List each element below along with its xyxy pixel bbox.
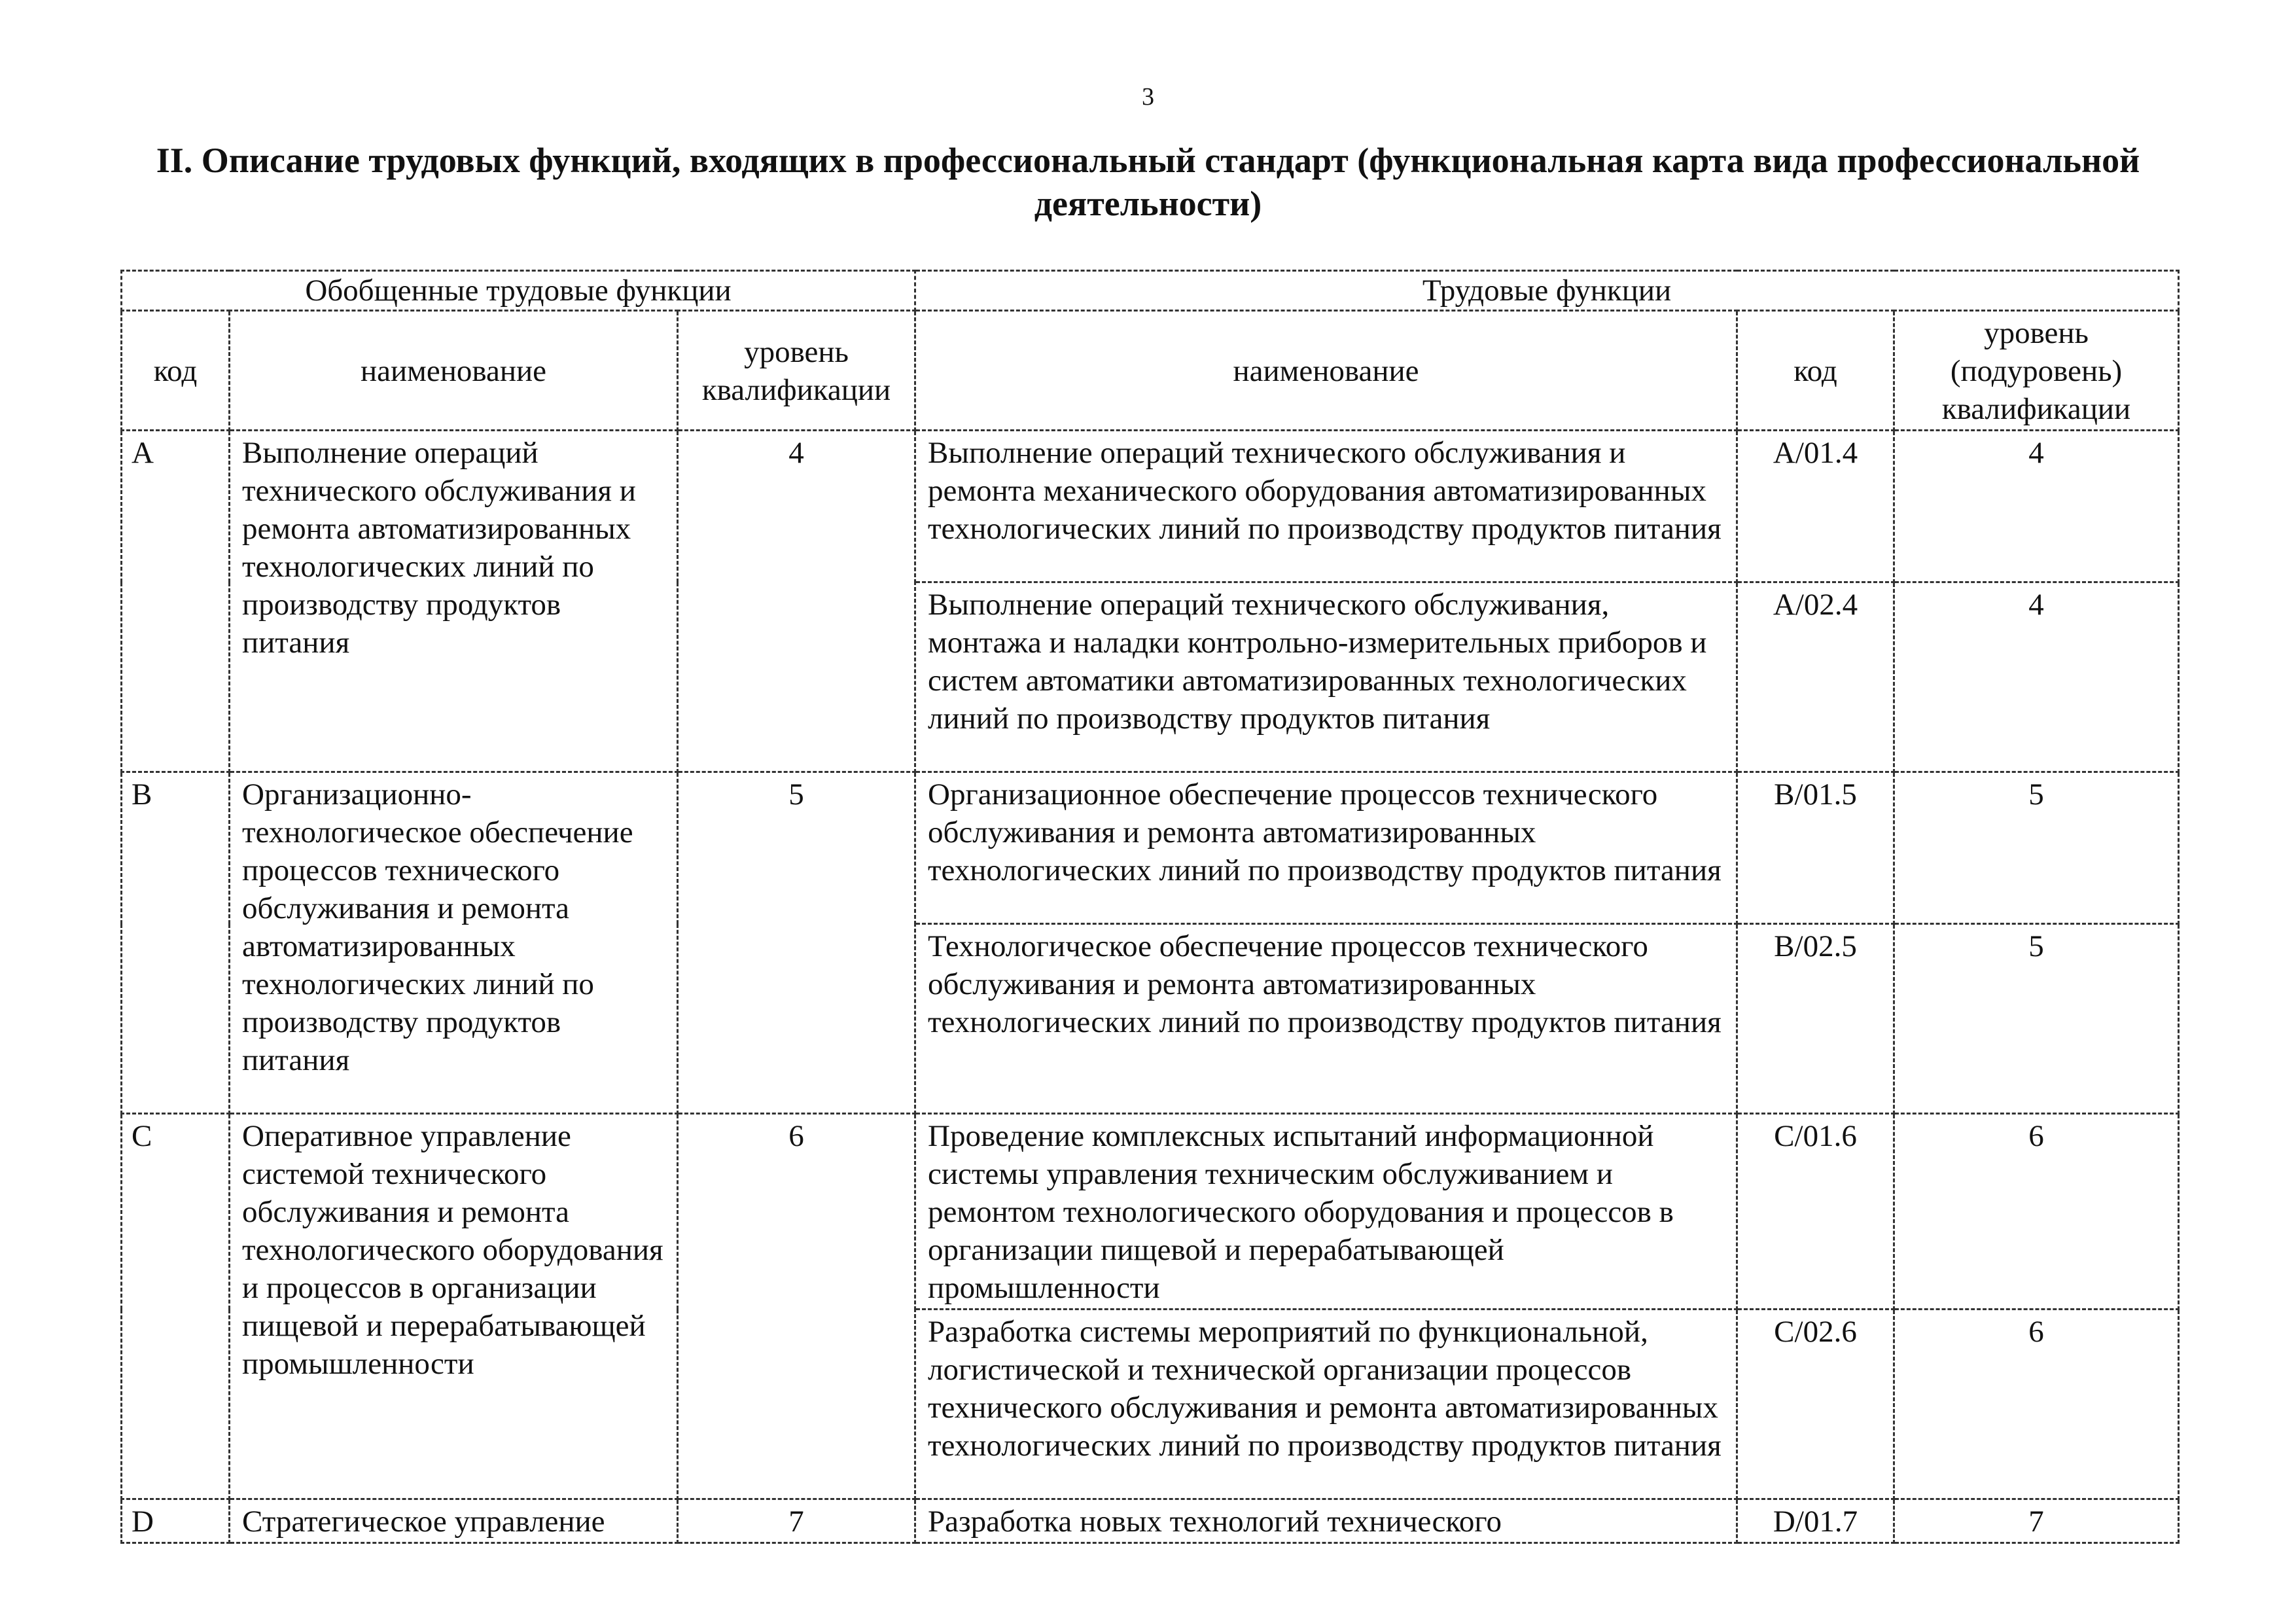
- function-code-cell: C/01.6: [1737, 1114, 1894, 1310]
- generalized-code-cell: A: [122, 431, 230, 772]
- generalized-name-cell: Выполнение операций технического обслуживания и ремонта автоматизированных технологических линий по производству продуктов питания: [230, 431, 678, 772]
- header-labor-functions: Трудовые функции: [915, 271, 2179, 311]
- function-level-cell: 7: [1894, 1499, 2179, 1543]
- function-level-cell: 6: [1894, 1114, 2179, 1310]
- function-code-cell: B/01.5: [1737, 772, 1894, 924]
- generalized-code-cell: D: [122, 1499, 230, 1543]
- table-row: [122, 1114, 2179, 1310]
- function-name-cell: Организационное обеспечение процессов технического обслуживания и ремонта автоматизированных технологических линий по производству продуктов питания: [915, 772, 1737, 924]
- function-level-cell: 4: [1894, 431, 2179, 582]
- generalized-name-cell: Оперативное управление системой технического обслуживания и ремонта технологического оборудования и процессов в организации пищевой и перерабатывающей промышленности: [230, 1114, 678, 1499]
- page-title: II. Описание трудовых функций, входящих в профессиональный стандарт (функциональная карта вида профессиональной деятельности): [156, 141, 2140, 223]
- header-code: код: [122, 311, 230, 431]
- table-row: [122, 431, 2179, 582]
- table-row: [122, 772, 2179, 924]
- page-number: 3: [1142, 83, 1154, 111]
- function-name-cell: Выполнение операций технического обслуживания, монтажа и наладки контрольно-измерительных приборов и систем автоматики автоматизированных технологических линий по производству продуктов питания: [915, 582, 1737, 772]
- function-name-cell: Разработка системы мероприятий по функциональной, логистической и технической организации процессов технического обслуживания и ремонта автоматизированных технологических линий по производству продуктов питания: [915, 1310, 1737, 1499]
- function-code-cell: C/02.6: [1737, 1310, 1894, 1499]
- function-name-cell: Разработка новых технологий технического: [915, 1499, 1737, 1543]
- generalized-code-cell: C: [122, 1114, 230, 1499]
- header-function-name: наименование: [915, 311, 1737, 431]
- header-generalized-functions: Обобщенные трудовые функции: [122, 271, 915, 311]
- function-code-cell: D/01.7: [1737, 1499, 1894, 1543]
- function-level-cell: 5: [1894, 924, 2179, 1114]
- header-qualification-level: уровень квалификации: [678, 311, 915, 431]
- header-sublevel: уровень (подуровень) квалификации: [1894, 311, 2179, 431]
- function-level-cell: 5: [1894, 772, 2179, 924]
- function-name-cell: Проведение комплексных испытаний информационной системы управления техническим обслуживанием и ремонтом технологического оборудования и процессов в организации пищевой и перерабатывающей промышленности: [915, 1114, 1737, 1310]
- function-level-cell: 6: [1894, 1310, 2179, 1499]
- generalized-level-cell: 5: [678, 772, 915, 1114]
- header-name: наименование: [230, 311, 678, 431]
- function-level-cell: 4: [1894, 582, 2179, 772]
- function-code-cell: B/02.5: [1737, 924, 1894, 1114]
- generalized-name-cell: Стратегическое управление: [230, 1499, 678, 1543]
- function-name-cell: Технологическое обеспечение процессов технического обслуживания и ремонта автоматизированных технологических линий по производству продуктов питания: [915, 924, 1737, 1114]
- generalized-level-cell: 7: [678, 1499, 915, 1543]
- table-row: [122, 1499, 2179, 1543]
- generalized-name-cell: Организационно-технологическое обеспечение процессов технического обслуживания и ремонта автоматизированных технологических линий по производству продуктов питания: [230, 772, 678, 1114]
- header-group-row: [122, 271, 2179, 311]
- function-code-cell: A/02.4: [1737, 582, 1894, 772]
- header-columns-row: [122, 311, 2179, 431]
- header-function-code: код: [1737, 311, 1894, 431]
- generalized-level-cell: 6: [678, 1114, 915, 1499]
- generalized-level-cell: 4: [678, 431, 915, 772]
- functional-map-table: [120, 270, 2180, 1544]
- function-code-cell: A/01.4: [1737, 431, 1894, 582]
- generalized-code-cell: B: [122, 772, 230, 1114]
- function-name-cell: Выполнение операций технического обслуживания и ремонта механического оборудования автоматизированных технологических линий по производству продуктов питания: [915, 431, 1737, 582]
